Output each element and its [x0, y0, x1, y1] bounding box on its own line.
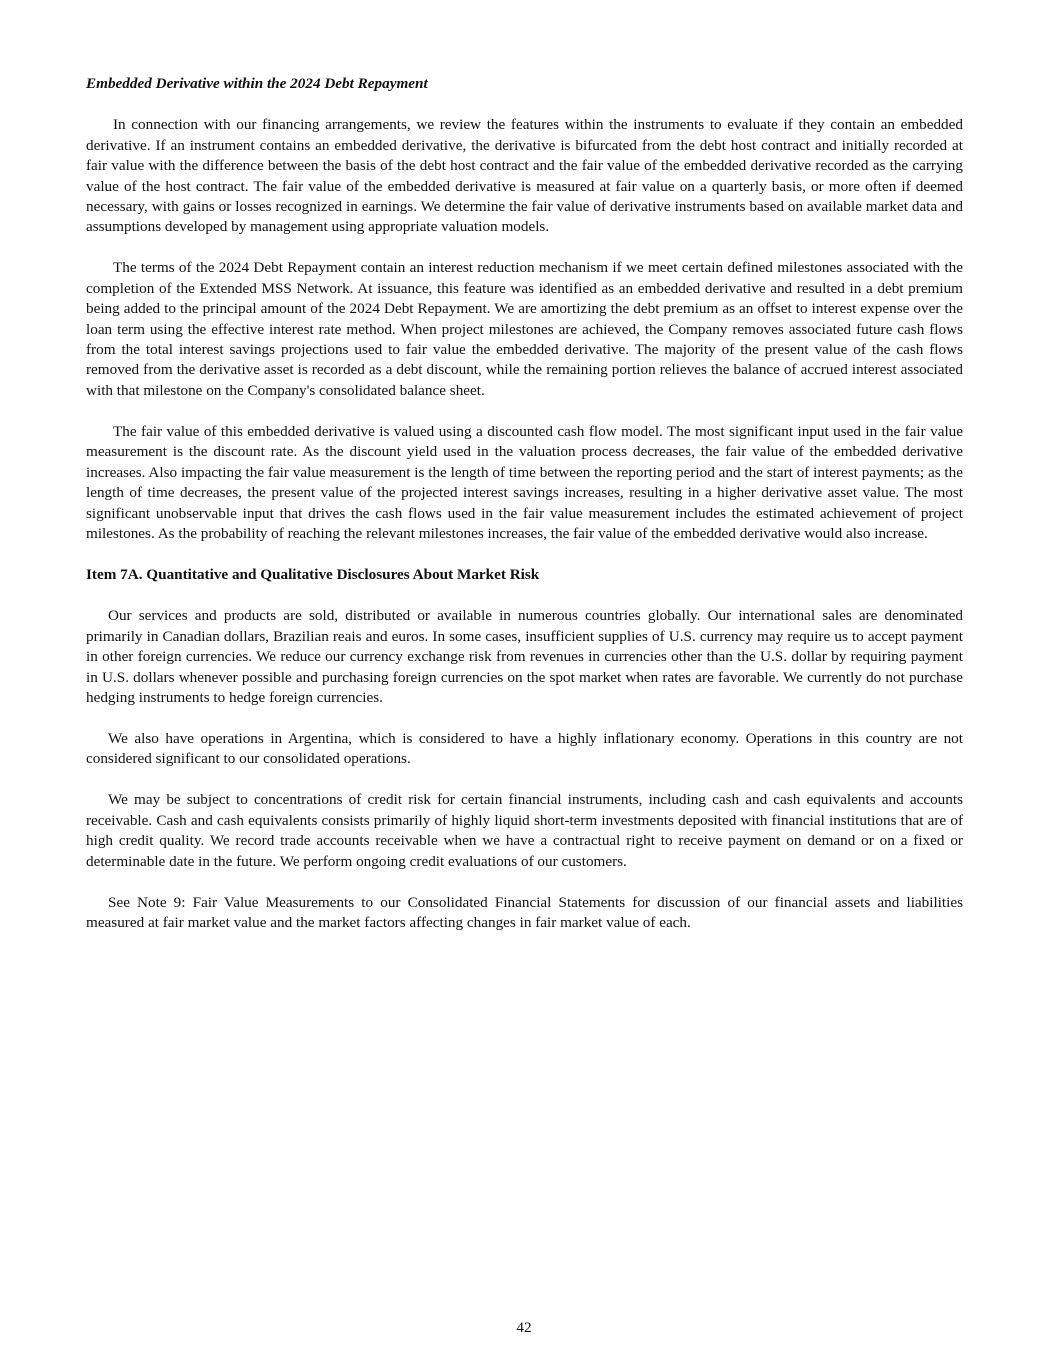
page-number: 42	[516, 1319, 532, 1336]
paragraph-fair-value-note: See Note 9: Fair Value Measurements to our Consolidated Financial Statements for discussion of our financial assets and liabilities measured at fair market value and the market factors affecting changes in fair market value of each.	[86, 893, 963, 931]
paragraph-financing-arrangements: In connection with our financing arrangements, we review the features within the instruments to evaluate if they contain an embedded derivative. If an instrument contains an embedded derivative, the derivative is bifurcated from the debt host contract and initially recorded at fair value with the difference between the basis of the debt host contract and the fair value of the embedded derivative recorded as the carrying value of the host contract. The fair value of the embedded derivative is measured at fair value on a quarterly basis, or more often if deemed necessary, with gains or losses recognized in earnings. We determine the fair value of derivative instruments based on available market data and assumptions developed by management using appropriate valuation models.	[86, 116, 963, 236]
section-heading-embedded-derivative: Embedded Derivative within the 2024 Debt Repayment	[86, 75, 428, 92]
document-page	[86, 74, 963, 954]
paragraph-fair-value-model: The fair value of this embedded derivative is valued using a discounted cash flow model. The most significant input used in the fair value measurement is the discount rate. As the discount yield used in the valuation process decreases, the fair value of the embedded derivative increases. Also impacting the fair value measurement is the length of time between the reporting period and the start of interest payments; as the length of time decreases, the present value of the projected interest savings increases, resulting in a higher derivative asset value. The most significant unobservable input that drives the cash flows used in the fair value measurement includes the estimated achievement of project milestones. As the probability of reaching the relevant milestones increases, the fair value of the embedded derivative would also increase.	[86, 422, 963, 542]
paragraph-debt-repayment-terms: The terms of the 2024 Debt Repayment contain an interest reduction mechanism if we meet certain defined milestones associated with the completion of the Extended MSS Network. At issuance, this feature was identified as an embedded derivative and resulted in a debt premium being added to the principal amount of the 2024 Debt Repayment. We are amortizing the debt premium as an offset to interest expense over the loan term using the effective interest rate method. When project milestones are achieved, the Company removes associated future cash flows from the total interest savings projections used to fair value the embedded derivative. The majority of the present value of the cash flows removed from the derivative asset is recorded as a debt discount, while the remaining portion relieves the balance of accrued interest associated with that milestone on the Company's consolidated balance sheet.	[86, 259, 963, 399]
section-heading-market-risk: Item 7A. Quantitative and Qualitative Disclosures About Market Risk	[86, 565, 540, 583]
paragraph-international-sales: Our services and products are sold, distributed or available in numerous countries globally. Our international sales are denominated primarily in Canadian dollars, Brazilian reais and euros. In some cases, insufficient supplies of U.S. currency may require us to accept payment in other foreign currencies. We reduce our currency exchange risk from revenues in currencies other than the U.S. dollar by requiring payment in U.S. dollars whenever possible and purchasing foreign currencies on the spot market when rates are favorable. We currently do not purchase hedging instruments to hedge foreign currencies.	[86, 607, 963, 706]
paragraph-argentina-operations: We also have operations in Argentina, which is considered to have a highly inflationary economy. Operations in this country are not considered significant to our consolidated operations.	[86, 729, 963, 768]
paragraph-credit-risk: We may be subject to concentrations of credit risk for certain financial instruments, including cash and cash equivalents and accounts receivable. Cash and cash equivalents consists primarily of highly liquid short-term investments deposited with financial institutions that are of high credit quality. We record trade accounts receivable when we have a contractual right to receive payment on demand or on a fixed or determinable date in the future. We perform ongoing credit evaluations of our customers.	[86, 791, 963, 870]
